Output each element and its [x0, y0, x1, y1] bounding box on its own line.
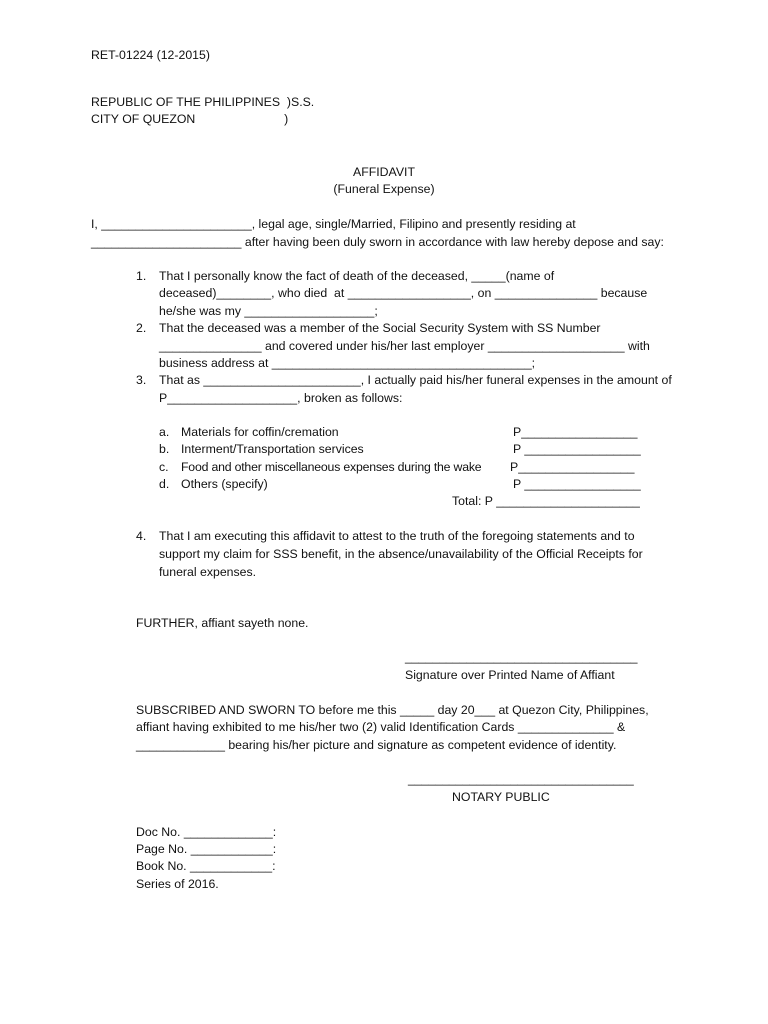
registry-doc-no: Doc No. _____________:: [136, 825, 277, 839]
registry-book-no: Book No. ____________:: [136, 859, 276, 873]
registry-page-no: Page No. ____________:: [136, 842, 277, 856]
expense-letter: c.: [159, 460, 169, 474]
affiant-signature-line: __________________________________: [405, 650, 638, 664]
item-number: 3.: [136, 373, 147, 387]
item-4-line-1: That I am executing this affidavit to attest to the truth of the foregoing statements and to: [159, 529, 635, 543]
item-3-line-2: P___________________, broken as follows:: [159, 391, 403, 405]
subscribed-line-1: SUBSCRIBED AND SWORN TO before me this _____ day 20___ at Quezon City, Philippines,: [136, 703, 649, 717]
subscribed-line-2: affiant having exhibited to me his/her two (2) valid Identification Cards ______________ &: [136, 720, 626, 734]
expense-label: Others (specify): [181, 477, 268, 491]
notary-signature-line: _________________________________: [408, 772, 634, 786]
form-code: RET-01224 (12-2015): [91, 48, 210, 62]
expense-amount: P_________________: [510, 460, 635, 474]
item-2-line-1: That the deceased was a member of the Social Security System with SS Number: [159, 321, 601, 335]
document-subtitle: (Funeral Expense): [333, 182, 435, 196]
item-number: 1.: [136, 269, 147, 283]
expense-amount: P _________________: [513, 477, 641, 491]
item-1-line-1: That I personally know the fact of death of the deceased, _____(name of: [159, 269, 555, 283]
venue-line-1: REPUBLIC OF THE PHILIPPINES )S.S.: [91, 95, 315, 109]
venue-line-2: CITY OF QUEZON ): [91, 112, 289, 126]
item-4-line-2: support my claim for SSS benefit, in the absence/unavailability of the Official Receipts for: [159, 547, 643, 561]
further-statement: FURTHER, affiant sayeth none.: [136, 616, 309, 630]
item-number: 4.: [136, 529, 147, 543]
item-2-line-2: _______________ and covered under his/her last employer ____________________ with: [159, 339, 650, 353]
item-2-line-3: business address at ______________________________________;: [159, 356, 536, 370]
document-title: AFFIDAVIT: [353, 165, 415, 179]
expense-letter: b.: [159, 442, 170, 456]
expense-amount: P _________________: [513, 442, 641, 456]
expense-amount: P_________________: [513, 425, 638, 439]
expense-label: Food and other miscellaneous expenses during the wake: [181, 460, 482, 474]
item-3-line-1: That as _______________________, I actually paid his/her funeral expenses in the amount of: [159, 373, 672, 387]
item-4-line-3: funeral expenses.: [159, 565, 257, 579]
registry-series: Series of 2016.: [136, 877, 219, 891]
item-number: 2.: [136, 321, 147, 335]
expense-letter: a.: [159, 425, 170, 439]
expense-letter: d.: [159, 477, 170, 491]
item-1-line-2: deceased)________, who died at __________________, on _______________ because: [159, 286, 648, 300]
notary-label: NOTARY PUBLIC: [452, 790, 550, 804]
item-1-line-3: he/she was my ___________________;: [159, 304, 378, 318]
intro-line-2: ______________________ after having been duly sworn in accordance with law hereby depose and say:: [91, 235, 664, 249]
intro-line-1: I, ______________________, legal age, single/Married, Filipino and presently residing at: [91, 217, 576, 231]
affiant-signature-label: Signature over Printed Name of Affiant: [405, 668, 615, 682]
expense-label: Interment/Transportation services: [181, 442, 364, 456]
expense-total: Total: P _____________________: [452, 494, 640, 508]
expense-label: Materials for coffin/cremation: [181, 425, 339, 439]
subscribed-line-3: _____________ bearing his/her picture and signature as competent evidence of identity.: [136, 738, 617, 752]
